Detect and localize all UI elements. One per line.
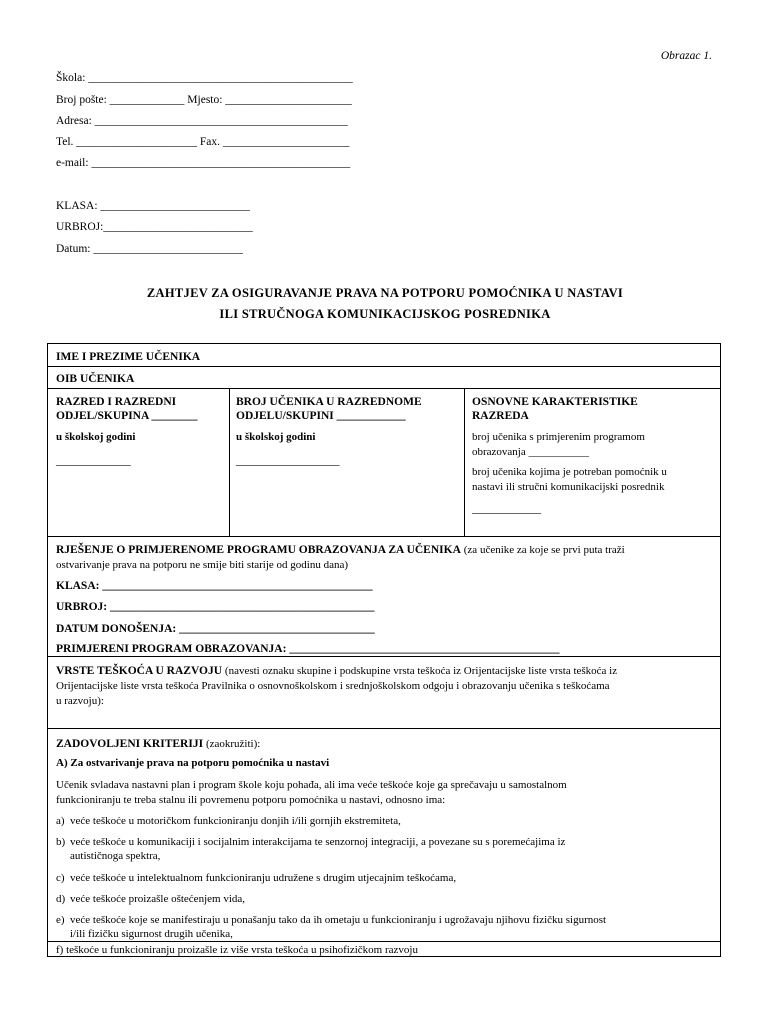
criterion-d[interactable] bbox=[56, 892, 712, 906]
urbroj-field[interactable]: URBROJ:__________________________ bbox=[56, 221, 253, 233]
decision-note: (za učenike za koje se prvi puta traži bbox=[463, 544, 625, 556]
class-school-year-label: u školskoj godini bbox=[56, 431, 136, 443]
request-form-table bbox=[47, 343, 721, 957]
criterion-text: veće teškoće u motoričkom funkcioniranju donjih i/ili gornjih ekstremiteta, bbox=[70, 815, 401, 827]
decision-note-line2: ostvarivanje prava na potporu ne smije biti starije od godinu dana) bbox=[56, 559, 349, 571]
criterion-text: veće teškoće u komunikaciji i socijalnim interakcijama te senzornoj integraciji, a povezane su s poremećajima iz bbox=[70, 836, 566, 848]
criterion-f[interactable]: f) teškoće u funkcioniranju proizašle iz više vrsta teškoća u psihofizičkom razvoju bbox=[56, 944, 418, 956]
criteria-heading-row bbox=[56, 737, 260, 751]
criteria-subheading: A) Za ostvarivanje prava na potporu pomoćnika u nastavi bbox=[56, 757, 330, 769]
document-title-line1: ZAHTJEV ZA OSIGURAVANJE PRAVA NA POTPORU POMOĆNIKA U NASTAVI bbox=[146, 286, 624, 300]
criterion-label: e) bbox=[56, 914, 65, 926]
criterion-b[interactable] bbox=[56, 835, 712, 863]
class-heading-line2[interactable]: ODJEL/SKUPINA ________ bbox=[56, 410, 198, 422]
criterion-label: a) bbox=[56, 815, 65, 827]
count-school-year-input[interactable]: __________________ bbox=[236, 455, 340, 467]
criterion-text-cont: autističnoga spektra, bbox=[70, 850, 161, 862]
school-field[interactable]: Škola: ______________________________________________ bbox=[56, 72, 353, 84]
decision-date-field[interactable]: DATUM DONOŠENJA: __________________________________ bbox=[56, 623, 375, 635]
address-field[interactable]: Adresa: ____________________________________________ bbox=[56, 115, 348, 127]
decision-heading: RJEŠENJE O PRIMJERENOME PROGRAMU OBRAZOVANJA ZA UČENIKA bbox=[56, 544, 461, 556]
class-heading-line1: RAZRED I RAZREDNI bbox=[56, 396, 177, 408]
criterion-label: c) bbox=[56, 872, 65, 884]
document-title-line2: ILI STRUČNOGA KOMUNIKACIJSKOG POSREDNIKA bbox=[219, 307, 551, 321]
student-count-heading-line1: BROJ UČENIKA U RAZREDNOME bbox=[236, 396, 422, 408]
criterion-text-cont: i/ili fizičku sigurnost drugih učenika, bbox=[70, 928, 233, 940]
divider bbox=[48, 728, 720, 729]
email-field[interactable]: e-mail: _____________________________________________ bbox=[56, 157, 351, 169]
criteria-heading-note: (zaokružiti): bbox=[205, 738, 261, 750]
divider bbox=[48, 536, 720, 537]
decision-urbroj-field[interactable]: URBROJ: ______________________________________________ bbox=[56, 601, 375, 613]
class-school-year-input[interactable]: _____________ bbox=[56, 455, 131, 467]
criteria-intro-line1: Učenik svladava nastavni plan i program škole koju pohađa, ali ima veće teškoće koje ga sprečavaju u samostalnom bbox=[56, 779, 567, 791]
class-characteristics-heading-line1: OSNOVNE KARAKTERISTIKE bbox=[472, 396, 638, 408]
datum-field[interactable]: Datum: __________________________ bbox=[56, 243, 243, 255]
adapted-program-field[interactable]: PRIMJERENI PROGRAM OBRAZOVANJA: _______________________________________________ bbox=[56, 643, 560, 655]
criterion-label: b) bbox=[56, 836, 66, 848]
assistant-needed-count-line2: nastavi ili stručni komunikacijski posrednik bbox=[472, 481, 665, 493]
divider bbox=[48, 366, 720, 367]
criterion-e[interactable] bbox=[56, 913, 712, 941]
criterion-label: d) bbox=[56, 893, 66, 905]
difficulties-instruction: (navesti oznaku skupine i podskupine vrsta teškoća iz Orijentacijske liste vrsta teškoća iz bbox=[224, 665, 618, 677]
criterion-text: veće teškoće koje se manifestiraju u ponašanju tako da ih ometaju u funkcioniranju i ugrožavaju njihovu fizičku sigurnost bbox=[70, 914, 607, 926]
postcode-city-field[interactable]: Broj pošte: _____________ Mjesto: ______________________ bbox=[56, 94, 352, 106]
divider bbox=[48, 656, 720, 657]
assistant-needed-count-line1: broj učenika kojima je potreban pomoćnik u bbox=[472, 466, 667, 478]
divider bbox=[48, 941, 720, 942]
difficulties-instruction-line3[interactable]: u razvoju): bbox=[56, 695, 104, 707]
klasa-field[interactable]: KLASA: __________________________ bbox=[56, 200, 250, 212]
criteria-intro-line2: funkcioniranju te treba stalnu ili povremenu potporu pomoćnika u nastavi, odnosno ima: bbox=[56, 794, 446, 806]
student-count-heading-line2[interactable]: ODJELU/SKUPINI ____________ bbox=[236, 410, 406, 422]
criterion-a[interactable] bbox=[56, 814, 712, 828]
divider bbox=[229, 388, 230, 536]
criteria-heading: ZADOVOLJENI KRITERIJI bbox=[56, 738, 204, 750]
adapted-program-count-line1: broj učenika s primjerenim programom bbox=[472, 431, 645, 443]
form-label: Obrazac 1. bbox=[660, 50, 712, 62]
student-oib-row[interactable]: OIB UČENIKA bbox=[56, 373, 135, 385]
assistant-needed-count-input[interactable]: ____________ bbox=[472, 503, 541, 515]
student-name-row[interactable]: IME I PREZIME UČENIKA bbox=[56, 351, 201, 363]
difficulties-row bbox=[56, 664, 716, 678]
decision-klasa-field[interactable]: KLASA: _______________________________________________ bbox=[56, 580, 373, 592]
difficulties-instruction-line2: Orijentacijske liste vrsta teškoća Pravilnika o osnovnoškolskom i srednjoškolskom odgoju i obrazovanju učenika s teškoćama bbox=[56, 680, 610, 692]
decision-heading-row bbox=[56, 543, 712, 557]
criterion-text: veće teškoće proizašle oštećenjem vida, bbox=[70, 893, 246, 905]
adapted-program-count-line2[interactable]: obrazovanja ___________ bbox=[472, 446, 589, 458]
divider bbox=[48, 388, 720, 389]
difficulties-heading: VRSTE TEŠKOĆA U RAZVOJU bbox=[56, 665, 223, 677]
class-characteristics-heading-line2: RAZREDA bbox=[472, 410, 529, 422]
criterion-c[interactable] bbox=[56, 871, 712, 885]
phone-fax-field[interactable]: Tel. _____________________ Fax. ______________________ bbox=[56, 136, 350, 148]
count-school-year-label: u školskoj godini bbox=[236, 431, 316, 443]
criterion-text: veće teškoće u intelektualnom funkcioniranju udružene s drugim utjecajnim teškoćama, bbox=[70, 872, 457, 884]
divider bbox=[464, 388, 465, 536]
